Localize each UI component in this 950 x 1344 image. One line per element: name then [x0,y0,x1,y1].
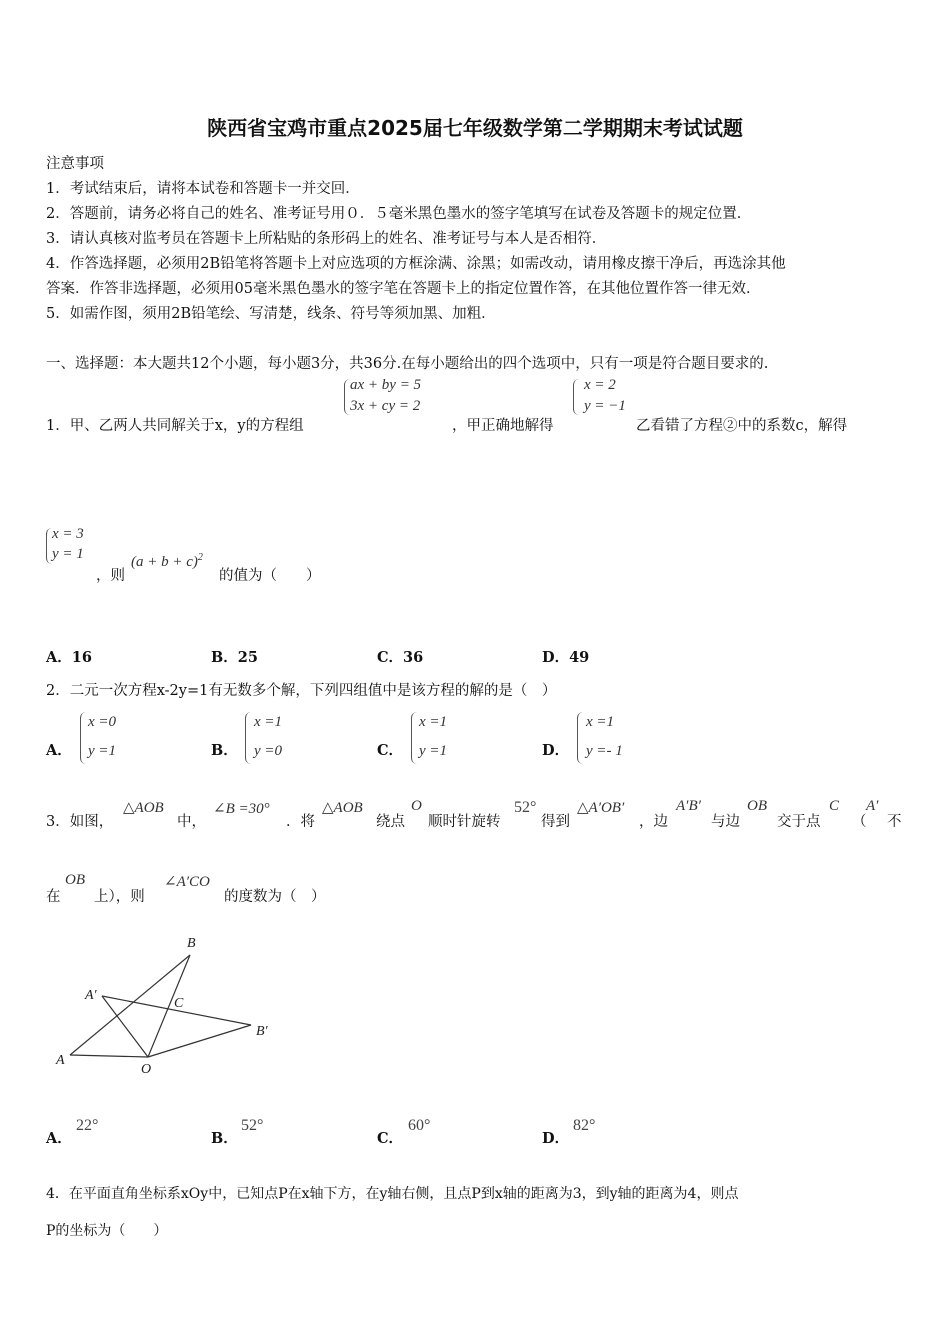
q2-option-c-top: x =1 [419,714,448,730]
q3-math-13: ∠A′CO [164,874,210,890]
q2-option-d-bottom: y =- 1 [586,743,623,759]
q1-option-d[interactable]: D．49 [542,649,590,666]
q1-solution2-x: x = 3 [52,526,84,542]
q3-text-3: ．将 [286,814,315,830]
q1-solution1-x: x = 2 [584,377,616,393]
label-b: B [187,936,196,951]
notice-heading: 注意事项 [46,156,104,172]
q3-option-b-value: 52° [241,1117,264,1134]
q3-text-11: 不 [887,814,902,830]
q2-option-a-top: x =0 [88,714,117,730]
q4-text-line2: P的坐标为（ ） [46,1223,168,1239]
q3-text-13: 上），则 [94,889,145,905]
label-a: A [56,1053,65,1068]
label-b-prime: B′ [256,1024,268,1039]
q2-option-b-brace [245,712,254,764]
q1-solution1-brace [573,379,580,415]
q3-text-4: 绕点 [376,814,405,830]
q3-text-12: 在 [46,889,61,905]
q3-math-10: A′ [866,798,879,814]
q3-math-6: △A′OB′ [577,800,625,816]
q3-text-9: 交于点 [777,814,821,830]
q2-option-b-bottom: y =0 [254,743,283,759]
q1-solution2-y: y = 1 [52,546,84,562]
q3-option-d-value: 82° [573,1117,596,1134]
q3-math-7: A′B′ [676,798,701,814]
q3-text-6: 得到 [541,814,570,830]
q3-text-2: 中， [177,814,206,830]
label-o: O [141,1062,152,1077]
label-c: C [174,996,184,1011]
q1-text-3: 乙看错了方程②中的系数c，解得 [636,418,848,434]
segment-A1O [102,996,148,1057]
notice-item: 3．请认真核对监考员在答题卡上所粘贴的条形码上的姓名、准考证号与本人是否相符． [46,231,607,247]
notice-item: 1．考试结束后，请将本试卷和答题卡一并交回． [46,181,360,197]
q1-text-4: ，则 [96,568,125,584]
q1-option-c[interactable]: C．36 [377,649,424,666]
q3-option-a-value: 22° [76,1117,99,1134]
q3-option-a-label[interactable]: A． [46,1130,72,1147]
q1-text-5: 的值为（ ） [219,568,321,584]
q1-system-eq1: ax + by = 5 [350,377,422,393]
q3-math-12: OB [65,872,85,888]
q1-option-b[interactable]: B．25 [211,649,258,666]
q1-text-1: 1．甲、乙两人共同解关于x，y的方程组 [46,418,304,434]
q2-option-c-label[interactable]: C． [377,742,404,759]
segment-AB [70,955,190,1055]
q3-option-c-value: 60° [408,1117,431,1134]
q3-math-9: C [829,798,840,814]
notice-item: 4．作答选择题，必须用2B铅笔将答题卡上对应选项的方框涂满、涂黑；如需改动，请用橡皮擦干净后，再选涂其他 [46,256,786,272]
q3-math-1: △AOB [123,800,164,816]
q3-option-c-label[interactable]: C． [377,1130,404,1147]
q3-math-8: OB [747,798,767,814]
label-a-prime: A′ [85,988,97,1003]
q1-system-eq2: 3x + cy = 2 [350,398,421,414]
q1-solution1-y: y = −1 [584,398,626,414]
q3-option-b-label[interactable]: B． [211,1130,238,1147]
q2-option-b-label[interactable]: B． [211,742,238,759]
q2-option-a-label[interactable]: A． [46,742,72,759]
q2-text: 2．二元一次方程x-2y=1有无数多个解，下列四组值中是该方程的解的是（ ） [46,683,557,699]
q3-text-10: （ [852,814,867,830]
q4-text-line1: 4．在平面直角坐标系xOy中，已知点P在x轴下方，在y轴右侧，且点P到x轴的距离为3，到y轴的距离为4，则点 [46,1186,739,1202]
q3-text-1: 3．如图， [46,814,114,830]
q3-text-5: 顺时针旋转 [428,814,501,830]
notice-item: 2．答题前，请务必将自己的姓名、准考证号用０．５毫米黑色墨水的签字笔填写在试卷及答题卡的规定位置． [46,206,752,222]
notice-item: 5．如需作图，须用2B铅笔绘、写清楚，线条、符号等须加黑、加粗． [46,306,496,322]
q3-text-8: 与边 [711,814,740,830]
q3-text-7: ，边 [639,814,668,830]
q3-text-14: 的度数为（ ） [224,889,326,905]
page-title: 陕西省宝鸡市重点2025届七年级数学第二学期期末考试试题 [207,116,743,140]
section-heading: 一、选择题：本大题共12个小题，每小题3分，共36分.在每小题给出的四个选项中，只有一项是符合题目要求的. [46,356,769,372]
q2-option-a-bottom: y =1 [88,743,117,759]
segment-AO [70,1055,148,1057]
q2-option-d-brace [577,712,586,764]
q3-math-4: O [411,798,422,814]
q2-option-b-top: x =1 [254,714,283,730]
segment-OB1 [148,1025,251,1057]
q3-math-5: 52° [514,799,537,816]
q1-option-a[interactable]: A．16 [46,649,92,666]
q1-expression: $(a + b + c)^2$ [131,552,203,570]
q3-math-2: ∠B =30° [213,801,270,817]
q2-option-d-top: x =1 [586,714,615,730]
q2-option-c-bottom: y =1 [419,743,448,759]
q3-geometry-figure [50,928,290,1078]
notice-item: 答案．作答非选择题，必须用05毫米黑色墨水的签字笔在答题卡上的指定位置作答，在其他位置作答一律无效． [46,281,761,297]
q3-option-d-label[interactable]: D． [542,1130,570,1147]
q1-text-2: ，甲正确地解得 [452,418,554,434]
q2-option-d-label[interactable]: D． [542,742,570,759]
q3-math-3: △AOB [322,800,363,816]
